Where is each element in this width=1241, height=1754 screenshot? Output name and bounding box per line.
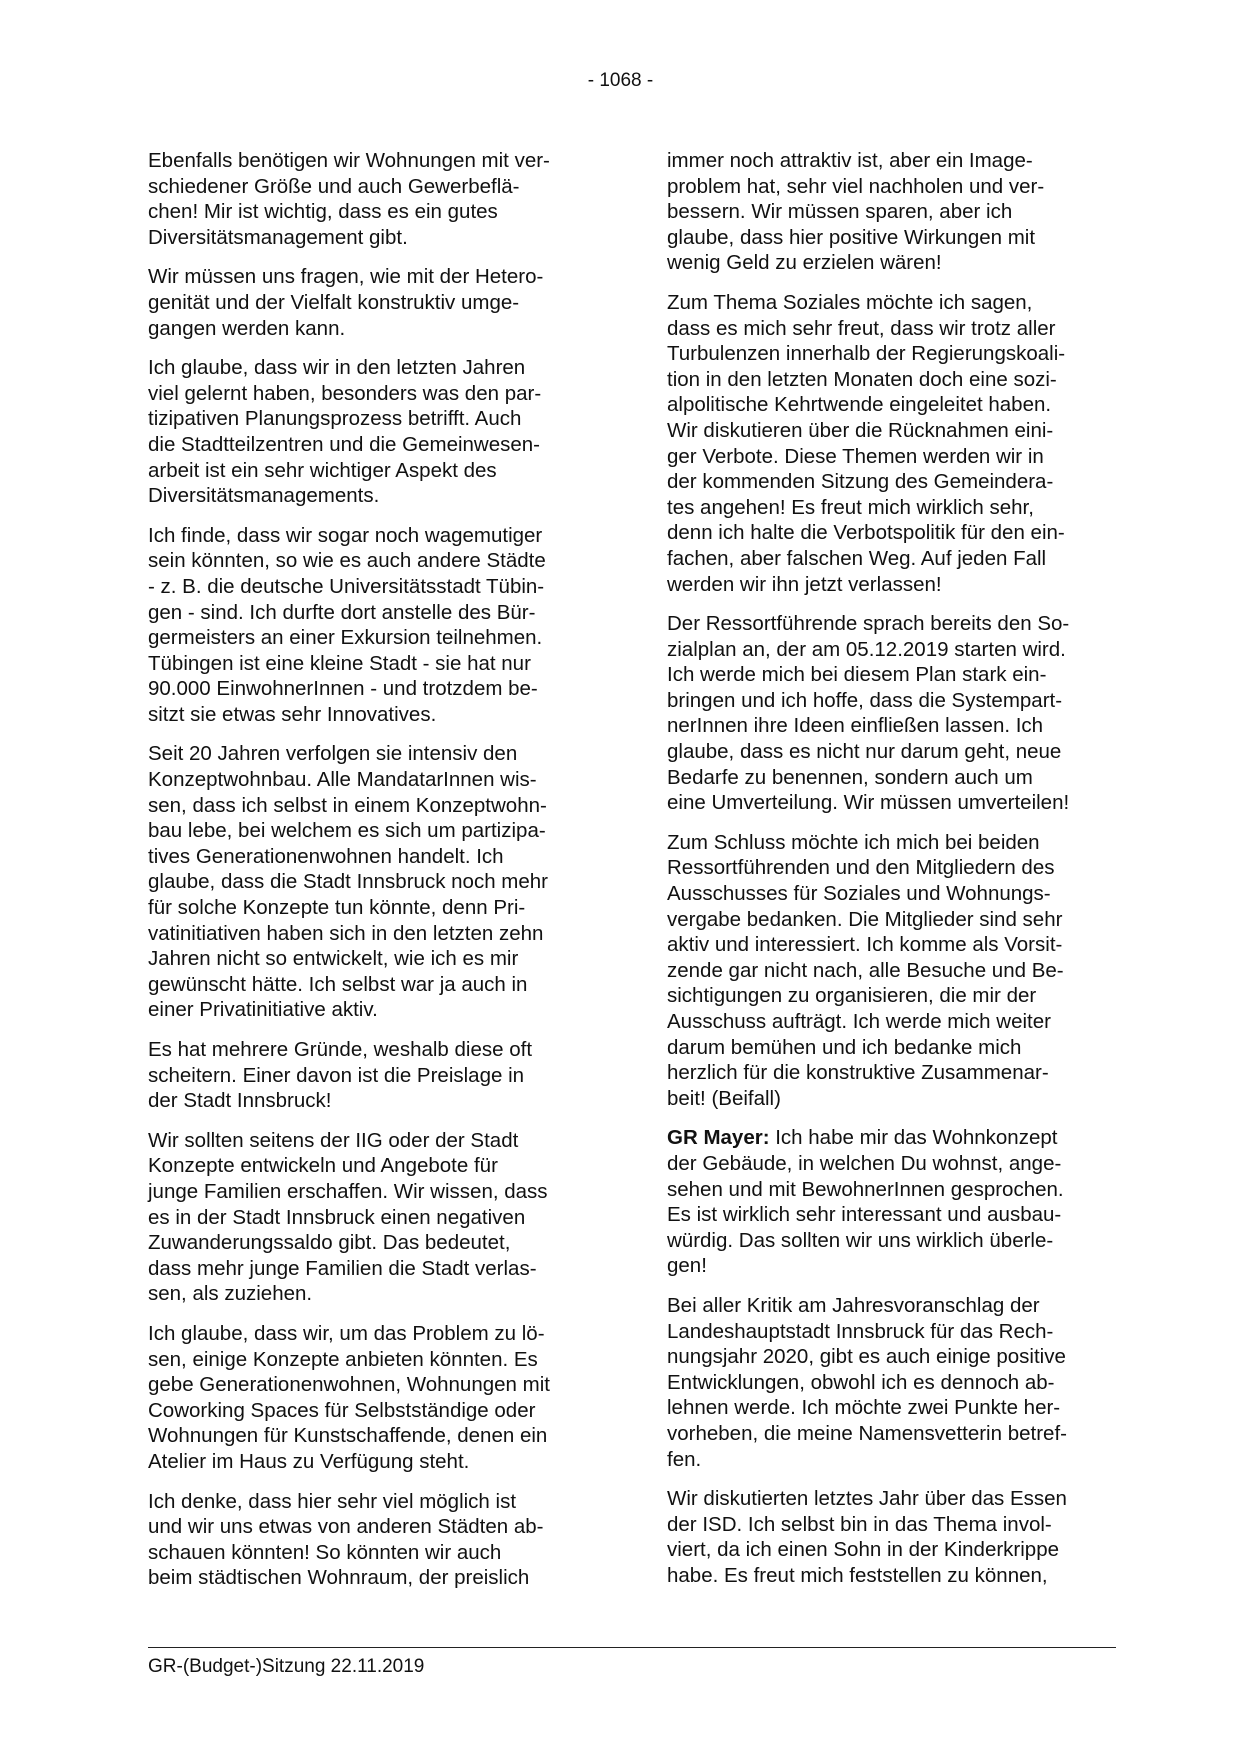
- paragraph: Ich glaube, dass wir, um das Problem zu lö- sen, einige Konzepte anbieten könnten. Es gebe Generationenwohnen, Wohnungen mit Coworking Spaces für Selbstständige oder Wohnungen für Kunstschaffende, denen ein Atelier im Haus zu Verfügung steht.: [148, 1321, 550, 1473]
- speaker-name: GR Mayer:: [667, 1126, 770, 1150]
- footer-divider: [148, 1647, 1116, 1648]
- paragraph: Wir diskutierten letztes Jahr über das Essen der ISD. Ich selbst bin in das Thema invol- viert, da ich einen Sohn in der Kinderkrippe habe. Es freut mich feststellen zu können,: [667, 1487, 1067, 1587]
- left-column: [148, 148, 608, 1605]
- paragraph: Ich finde, dass wir sogar noch wagemutiger sein könnten, so wie es auch andere Städte - z. B. die deutsche Universitätsstadt Tübin- gen - sind. Ich durfte dort anstelle des Bür- germeisters an einer Exkursion teilnehmen. Tübingen ist eine kleine Stadt - sie hat nur 90.000 EinwohnerInnen - und trotzdem be- sitzt sie etwas sehr Innovatives.: [148, 523, 546, 726]
- paragraph: Ebenfalls benötigen wir Wohnungen mit ver- schiedener Größe und auch Gewerbeflä- chen! Mir ist wichtig, dass es ein gutes Diversitätsmanagement gibt.: [148, 149, 550, 249]
- paragraph: Der Ressortführende sprach bereits den So- zialplan an, der am 05.12.2019 starten wird. Ich werde mich bei diesem Plan stark ein- bringen und ich hoffe, dass die Systempart- nerInnen ihre Ideen einfließen lassen. Ich glaube, dass es nicht nur darum geht, neue Bedarfe zu benennen, sondern auch um eine Umverteilung. Wir müssen umverteilen!: [667, 612, 1070, 815]
- paragraph: Ich glaube, dass wir in den letzten Jahren viel gelernt haben, besonders was den par- tizipativen Planungsprozess betrifft. Auch die Stadtteilzentren und die Gemeinwesen- arbeit ist ein sehr wichtiger Aspekt des Diversitätsmanagements.: [148, 356, 542, 508]
- paragraph: Seit 20 Jahren verfolgen sie intensiv den Konzeptwohnbau. Alle MandatarInnen wis- sen, dass ich selbst in einem Konzeptwohn- bau lebe, bei welchem es sich um partizipa- tives Generationenwohnen handelt. Ich glaube, dass die Stadt Innsbruck noch mehr für solche Konzepte tun könnte, denn Pri- vatinitiativen haben sich in den letzten zehn Jahren nicht so entwickelt, wie ich es mir gewünscht hätte. Ich selbst war ja auch in einer Privatinitiative aktiv.: [148, 742, 548, 1022]
- speaker-paragraph: [667, 1125, 1127, 1279]
- paragraph: Wir sollten seitens der IIG oder der Stadt Konzepte entwickeln und Angebote für junge Familien erschaffen. Wir wissen, dass es in der Stadt Innsbruck einen negativen Zuwanderungssaldo gibt. Das bedeutet, dass mehr junge Familien die Stadt verlas- sen, als zuziehen.: [148, 1128, 548, 1306]
- paragraph: Ich denke, dass hier sehr viel möglich ist und wir uns etwas von anderen Städten ab- schauen könnten! So könnten wir auch beim städtischen Wohnraum, der preislich: [148, 1489, 544, 1590]
- footer-text: GR-(Budget-)Sitzung 22.11.2019: [148, 1656, 425, 1677]
- speaker-text: Ich habe mir das Wohnkonzept der Gebäude, in welchen Du wohnst, ange- sehen und mit BewohnerInnen gesprochen. Es ist wirklich sehr interessant und ausbau- würdig. Das sollten wir uns wirklich überle- gen!: [667, 1126, 1064, 1278]
- paragraph: immer noch attraktiv ist, aber ein Image- problem hat, sehr viel nachholen und ver- bessern. Wir müssen sparen, aber ich glaube, dass hier positive Wirkungen mit wenig Geld zu erzielen wären!: [667, 149, 1045, 275]
- page-number: - 1068 -: [587, 70, 654, 91]
- paragraph: Wir müssen uns fragen, wie mit der Hetero- genität und der Vielfalt konstruktiv umge- gangen werden kann.: [148, 265, 544, 340]
- paragraph: Zum Schluss möchte ich mich bei beiden Ressortführenden und den Mitgliedern des Ausschusses für Soziales und Wohnungs- vergabe bedanken. Die Mitglieder sind sehr aktiv und interessiert. Ich komme als Vorsit- zende gar nicht nach, alle Besuche und Be- sichtigungen zu organisieren, die mir der Ausschuss aufträgt. Ich werde mich weiter darum bemühen und ich bedanke mich herzlich für die konstruktive Zusammenar- beit! (Beifall): [667, 830, 1064, 1110]
- paragraph: Es hat mehrere Gründe, weshalb diese oft scheitern. Einer davon ist die Preislage in der Stadt Innsbruck!: [148, 1038, 533, 1113]
- paragraph: Bei aller Kritik am Jahresvoranschlag der Landeshauptstadt Innsbruck für das Rech- nungsjahr 2020, gibt es auch einige positive Entwicklungen, obwohl ich es dennoch ab- lehnen werde. Ich möchte zwei Punkte her- vorheben, die meine Namensvetterin betref- fen.: [667, 1293, 1067, 1471]
- paragraph: Zum Thema Soziales möchte ich sagen, dass es mich sehr freut, dass wir trotz aller Turbulenzen innerhalb der Regierungskoali- tion in den letzten Monaten doch eine sozi- alpolitische Kehrtwende eingeleitet haben. Wir diskutieren über die Rücknahmen eini- ger Verbote. Diese Themen werden wir in der kommenden Sitzung des Gemeindera- tes angehen! Es freut mich wirklich sehr, denn ich halte die Verbotspolitik für den ein- fachen, aber falschen Weg. Auf jeden Fall werden wir ihn jetzt verlassen!: [667, 290, 1066, 596]
- right-column: [667, 148, 1127, 1602]
